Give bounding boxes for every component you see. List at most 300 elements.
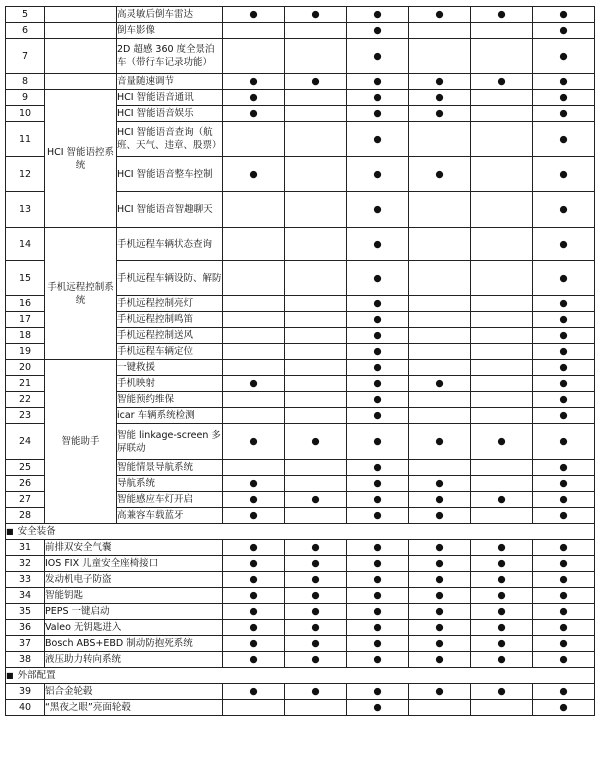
- table-row: [6, 588, 595, 604]
- table-row: [6, 23, 595, 39]
- trim-mark-cell: [533, 392, 595, 408]
- trim-mark-cell: [533, 604, 595, 620]
- row-number: 26: [6, 476, 45, 492]
- dot-mark: ●: [435, 686, 444, 697]
- trim-mark-cell: [471, 23, 533, 39]
- trim-mark-cell: [223, 556, 285, 572]
- trim-mark-cell: [347, 556, 409, 572]
- row-number: 37: [6, 636, 45, 652]
- dot-mark: ●: [559, 76, 568, 87]
- row-number: 31: [6, 540, 45, 556]
- trim-mark-cell: [409, 652, 471, 668]
- trim-mark-cell: [347, 261, 409, 296]
- trim-mark-cell: [409, 106, 471, 122]
- trim-mark-cell: [223, 261, 285, 296]
- trim-mark-cell: [223, 90, 285, 106]
- dot-mark: ●: [435, 622, 444, 633]
- feature-name: Valeo 无钥匙进入: [45, 620, 223, 636]
- dot-mark: ●: [559, 204, 568, 215]
- trim-mark-cell: [409, 39, 471, 74]
- dot-mark: ●: [373, 378, 382, 389]
- trim-mark-cell: [347, 492, 409, 508]
- trim-mark-cell: [533, 652, 595, 668]
- dot-mark: ●: [373, 92, 382, 103]
- table-row: [6, 684, 595, 700]
- feature-name: HCI 智能语音智趣聊天: [117, 192, 223, 228]
- trim-mark-cell: [223, 228, 285, 261]
- trim-mark-cell: [285, 228, 347, 261]
- trim-mark-cell: [347, 296, 409, 312]
- trim-mark-cell: [285, 572, 347, 588]
- dot-mark: ●: [311, 494, 320, 505]
- trim-mark-cell: [285, 408, 347, 424]
- spec-table: [5, 6, 595, 716]
- trim-mark-cell: [347, 360, 409, 376]
- dot-mark: ●: [435, 606, 444, 617]
- feature-name: HCI 智能语音通讯: [117, 90, 223, 106]
- dot-mark: ●: [373, 133, 382, 145]
- trim-mark-cell: [409, 604, 471, 620]
- row-number: 9: [6, 90, 45, 106]
- row-number: 35: [6, 604, 45, 620]
- group-label-empty: [45, 39, 117, 74]
- dot-mark: ●: [559, 92, 568, 103]
- trim-mark-cell: [471, 228, 533, 261]
- dot-mark: ●: [311, 558, 320, 569]
- group-label: 智能助手: [45, 360, 117, 524]
- trim-mark-cell: [471, 39, 533, 74]
- trim-mark-cell: [409, 90, 471, 106]
- group-label: HCI 智能语控系统: [45, 90, 117, 228]
- dot-mark: ●: [435, 478, 444, 489]
- row-number: 15: [6, 261, 45, 296]
- dot-mark: ●: [435, 92, 444, 103]
- trim-mark-cell: [533, 90, 595, 106]
- dot-mark: ●: [249, 686, 258, 697]
- row-number: 5: [6, 7, 45, 23]
- dot-mark: ●: [249, 108, 258, 119]
- section-row: [6, 668, 595, 684]
- dot-mark: ●: [373, 478, 382, 489]
- row-number: 21: [6, 376, 45, 392]
- trim-mark-cell: [471, 90, 533, 106]
- row-number: 17: [6, 312, 45, 328]
- dot-mark: ●: [311, 9, 320, 20]
- trim-mark-cell: [409, 392, 471, 408]
- trim-mark-cell: [533, 476, 595, 492]
- row-number: 25: [6, 460, 45, 476]
- dot-mark: ●: [435, 542, 444, 553]
- feature-name: 发动机电子防盗: [45, 572, 223, 588]
- dot-mark: ●: [249, 606, 258, 617]
- row-number: 19: [6, 344, 45, 360]
- table-row: [6, 604, 595, 620]
- dot-mark: ●: [497, 494, 506, 505]
- dot-mark: ●: [373, 272, 382, 284]
- trim-mark-cell: [223, 588, 285, 604]
- dot-mark: ●: [559, 542, 568, 553]
- trim-mark-cell: [471, 328, 533, 344]
- trim-mark-cell: [285, 296, 347, 312]
- table-row: [6, 7, 595, 23]
- dot-mark: ●: [373, 394, 382, 405]
- trim-mark-cell: [223, 508, 285, 524]
- trim-mark-cell: [347, 312, 409, 328]
- row-number: 32: [6, 556, 45, 572]
- dot-mark: ●: [497, 638, 506, 649]
- trim-mark-cell: [347, 74, 409, 90]
- dot-mark: ●: [559, 558, 568, 569]
- trim-mark-cell: [223, 296, 285, 312]
- trim-mark-cell: [347, 392, 409, 408]
- trim-mark-cell: [471, 7, 533, 23]
- table-row: [6, 360, 595, 376]
- dot-mark: ●: [311, 654, 320, 665]
- feature-name: 智能情景导航系统: [117, 460, 223, 476]
- trim-mark-cell: [471, 312, 533, 328]
- dot-mark: ●: [311, 606, 320, 617]
- trim-mark-cell: [533, 312, 595, 328]
- trim-mark-cell: [471, 476, 533, 492]
- trim-mark-cell: [409, 476, 471, 492]
- trim-mark-cell: [223, 392, 285, 408]
- dot-mark: ●: [373, 622, 382, 633]
- trim-mark-cell: [347, 328, 409, 344]
- feature-name: 智能 linkage-screen 多屏联动: [117, 424, 223, 460]
- dot-mark: ●: [559, 238, 568, 250]
- table-row: [6, 652, 595, 668]
- dot-mark: ●: [497, 574, 506, 585]
- trim-mark-cell: [533, 344, 595, 360]
- row-number: 38: [6, 652, 45, 668]
- trim-mark-cell: [471, 604, 533, 620]
- trim-mark-cell: [347, 588, 409, 604]
- feature-name: 高灵敏后倒车雷达: [117, 7, 223, 23]
- dot-mark: ●: [559, 9, 568, 20]
- dot-mark: ●: [373, 238, 382, 250]
- trim-mark-cell: [533, 376, 595, 392]
- dot-mark: ●: [559, 494, 568, 505]
- dot-mark: ●: [559, 133, 568, 145]
- dot-mark: ●: [311, 76, 320, 87]
- trim-mark-cell: [347, 376, 409, 392]
- trim-mark-cell: [471, 508, 533, 524]
- trim-mark-cell: [223, 312, 285, 328]
- trim-mark-cell: [409, 636, 471, 652]
- dot-mark: ●: [497, 9, 506, 20]
- trim-mark-cell: [533, 39, 595, 74]
- dot-mark: ●: [497, 606, 506, 617]
- trim-mark-cell: [409, 492, 471, 508]
- trim-mark-cell: [347, 157, 409, 192]
- group-label-empty: [45, 74, 117, 90]
- feature-name: icar 车辆系统检测: [117, 408, 223, 424]
- dot-mark: ●: [311, 638, 320, 649]
- table-row: [6, 572, 595, 588]
- trim-mark-cell: [471, 296, 533, 312]
- trim-mark-cell: [223, 476, 285, 492]
- dot-mark: ●: [435, 638, 444, 649]
- dot-mark: ●: [373, 542, 382, 553]
- feature-name: 手机远程车辆定位: [117, 344, 223, 360]
- trim-mark-cell: [347, 7, 409, 23]
- trim-mark-cell: [285, 39, 347, 74]
- trim-mark-cell: [223, 572, 285, 588]
- dot-mark: ●: [559, 346, 568, 357]
- section-exterior: [6, 668, 595, 684]
- dot-mark: ●: [373, 298, 382, 309]
- trim-mark-cell: [533, 157, 595, 192]
- row-number: 24: [6, 424, 45, 460]
- dot-mark: ●: [559, 638, 568, 649]
- trim-mark-cell: [223, 106, 285, 122]
- table-row: [6, 700, 595, 716]
- dot-mark: ●: [559, 410, 568, 421]
- trim-mark-cell: [347, 620, 409, 636]
- trim-mark-cell: [471, 106, 533, 122]
- trim-mark-cell: [285, 588, 347, 604]
- table-row: [6, 636, 595, 652]
- row-number: 39: [6, 684, 45, 700]
- trim-mark-cell: [347, 408, 409, 424]
- trim-mark-cell: [471, 408, 533, 424]
- trim-mark-cell: [471, 620, 533, 636]
- trim-mark-cell: [285, 604, 347, 620]
- dot-mark: ●: [249, 654, 258, 665]
- dot-mark: ●: [373, 558, 382, 569]
- trim-mark-cell: [285, 540, 347, 556]
- trim-mark-cell: [471, 700, 533, 716]
- table-row: [6, 620, 595, 636]
- trim-mark-cell: [223, 604, 285, 620]
- dot-mark: ●: [249, 378, 258, 389]
- dot-mark: ●: [311, 542, 320, 553]
- trim-mark-cell: [223, 157, 285, 192]
- trim-mark-cell: [285, 23, 347, 39]
- trim-mark-cell: [533, 700, 595, 716]
- trim-mark-cell: [347, 424, 409, 460]
- trim-mark-cell: [347, 684, 409, 700]
- trim-mark-cell: [533, 296, 595, 312]
- trim-mark-cell: [471, 192, 533, 228]
- trim-mark-cell: [347, 344, 409, 360]
- trim-mark-cell: [533, 460, 595, 476]
- dot-mark: ●: [497, 590, 506, 601]
- dot-mark: ●: [373, 686, 382, 697]
- feature-name: 手机远程控制送风: [117, 328, 223, 344]
- feature-name: 智能预约维保: [117, 392, 223, 408]
- dot-mark: ●: [559, 314, 568, 325]
- dot-mark: ●: [435, 436, 444, 447]
- dot-mark: ●: [373, 436, 382, 447]
- dot-mark: ●: [559, 436, 568, 447]
- trim-mark-cell: [409, 296, 471, 312]
- trim-mark-cell: [409, 684, 471, 700]
- row-number: 36: [6, 620, 45, 636]
- row-number: 40: [6, 700, 45, 716]
- trim-mark-cell: [533, 508, 595, 524]
- dot-mark: ●: [249, 638, 258, 649]
- dot-mark: ●: [435, 574, 444, 585]
- row-number: 11: [6, 122, 45, 157]
- dot-mark: ●: [435, 108, 444, 119]
- trim-mark-cell: [285, 492, 347, 508]
- trim-mark-cell: [409, 572, 471, 588]
- feature-name: 铝合金轮毂: [45, 684, 223, 700]
- table-row: [6, 556, 595, 572]
- dot-mark: ●: [373, 204, 382, 215]
- trim-mark-cell: [533, 684, 595, 700]
- trim-mark-cell: [285, 376, 347, 392]
- trim-mark-cell: [409, 122, 471, 157]
- dot-mark: ●: [249, 92, 258, 103]
- trim-mark-cell: [223, 376, 285, 392]
- dot-mark: ●: [249, 76, 258, 87]
- group-label-empty: [45, 7, 117, 23]
- trim-mark-cell: [533, 556, 595, 572]
- dot-mark: ●: [435, 654, 444, 665]
- trim-mark-cell: [409, 23, 471, 39]
- trim-mark-cell: [285, 424, 347, 460]
- dot-mark: ●: [311, 686, 320, 697]
- row-number: 33: [6, 572, 45, 588]
- section-title: 安全装备: [17, 526, 56, 537]
- feature-name: “黑夜之眼”亮面轮毂: [45, 700, 223, 716]
- trim-mark-cell: [223, 328, 285, 344]
- trim-mark-cell: [223, 408, 285, 424]
- trim-mark-cell: [285, 636, 347, 652]
- trim-mark-cell: [285, 460, 347, 476]
- dot-mark: ●: [559, 330, 568, 341]
- trim-mark-cell: [223, 122, 285, 157]
- row-number: 6: [6, 23, 45, 39]
- row-number: 16: [6, 296, 45, 312]
- feature-name: Bosch ABS+EBD 制动防抱死系统: [45, 636, 223, 652]
- dot-mark: ●: [249, 590, 258, 601]
- trim-mark-cell: [471, 157, 533, 192]
- dot-mark: ●: [435, 510, 444, 521]
- trim-mark-cell: [533, 106, 595, 122]
- dot-mark: ●: [249, 622, 258, 633]
- dot-mark: ●: [497, 686, 506, 697]
- dot-mark: ●: [373, 108, 382, 119]
- trim-mark-cell: [471, 588, 533, 604]
- feature-name: 手机远程控制鸣笛: [117, 312, 223, 328]
- trim-mark-cell: [471, 392, 533, 408]
- feature-name: 手机远程车辆设防、解防: [117, 261, 223, 296]
- trim-mark-cell: [471, 261, 533, 296]
- trim-mark-cell: [223, 344, 285, 360]
- trim-mark-cell: [533, 192, 595, 228]
- table-row: [6, 39, 595, 74]
- feature-name: 液压助力转向系统: [45, 652, 223, 668]
- dot-mark: ●: [559, 108, 568, 119]
- trim-mark-cell: [223, 460, 285, 476]
- dot-mark: ●: [559, 25, 568, 36]
- trim-mark-cell: [409, 588, 471, 604]
- dot-mark: ●: [249, 436, 258, 447]
- trim-mark-cell: [347, 604, 409, 620]
- dot-mark: ●: [311, 622, 320, 633]
- dot-mark: ●: [559, 606, 568, 617]
- trim-mark-cell: [409, 74, 471, 90]
- trim-mark-cell: [285, 476, 347, 492]
- dot-mark: ●: [373, 50, 382, 62]
- dot-mark: ●: [497, 76, 506, 87]
- dot-mark: ●: [497, 436, 506, 447]
- row-number: 27: [6, 492, 45, 508]
- trim-mark-cell: [285, 122, 347, 157]
- dot-mark: ●: [311, 590, 320, 601]
- feature-name: IOS FIX 儿童安全座椅接口: [45, 556, 223, 572]
- trim-mark-cell: [347, 652, 409, 668]
- trim-mark-cell: [223, 652, 285, 668]
- row-number: 18: [6, 328, 45, 344]
- dot-mark: ●: [435, 558, 444, 569]
- feature-name: 音量随速调节: [117, 74, 223, 90]
- dot-mark: ●: [435, 168, 444, 180]
- trim-mark-cell: [285, 74, 347, 90]
- dot-mark: ●: [435, 76, 444, 87]
- trim-mark-cell: [409, 556, 471, 572]
- dot-mark: ●: [373, 330, 382, 341]
- trim-mark-cell: [223, 424, 285, 460]
- dot-mark: ●: [435, 378, 444, 389]
- trim-mark-cell: [409, 228, 471, 261]
- dot-mark: ●: [373, 168, 382, 180]
- trim-mark-cell: [471, 344, 533, 360]
- trim-mark-cell: [533, 360, 595, 376]
- feature-name: 手机远程车辆状态查询: [117, 228, 223, 261]
- feature-name: 倒车影像: [117, 23, 223, 39]
- dot-mark: ●: [559, 378, 568, 389]
- dot-mark: ●: [249, 478, 258, 489]
- trim-mark-cell: [533, 620, 595, 636]
- trim-mark-cell: [533, 408, 595, 424]
- row-number: 7: [6, 39, 45, 74]
- trim-mark-cell: [223, 700, 285, 716]
- trim-mark-cell: [471, 636, 533, 652]
- trim-mark-cell: [533, 588, 595, 604]
- dot-mark: ●: [373, 410, 382, 421]
- trim-mark-cell: [347, 192, 409, 228]
- feature-name: 2D 超感 360 度全景泊车（带行车记录功能）: [117, 39, 223, 74]
- feature-name: HCI 智能语音整车控制: [117, 157, 223, 192]
- dot-mark: ●: [373, 702, 382, 713]
- trim-mark-cell: [347, 228, 409, 261]
- trim-mark-cell: [533, 122, 595, 157]
- feature-name: 手机映射: [117, 376, 223, 392]
- dot-mark: ●: [249, 574, 258, 585]
- trim-mark-cell: [533, 424, 595, 460]
- trim-mark-cell: [533, 540, 595, 556]
- dot-mark: ●: [497, 558, 506, 569]
- trim-mark-cell: [285, 312, 347, 328]
- dot-mark: ●: [435, 9, 444, 20]
- trim-mark-cell: [285, 652, 347, 668]
- row-number: 23: [6, 408, 45, 424]
- dot-mark: ●: [559, 462, 568, 473]
- dot-mark: ●: [311, 436, 320, 447]
- trim-mark-cell: [223, 540, 285, 556]
- trim-mark-cell: [471, 376, 533, 392]
- trim-mark-cell: [285, 328, 347, 344]
- table-row: [6, 228, 595, 261]
- trim-mark-cell: [409, 192, 471, 228]
- dot-mark: ●: [249, 9, 258, 20]
- trim-mark-cell: [471, 460, 533, 476]
- trim-mark-cell: [409, 312, 471, 328]
